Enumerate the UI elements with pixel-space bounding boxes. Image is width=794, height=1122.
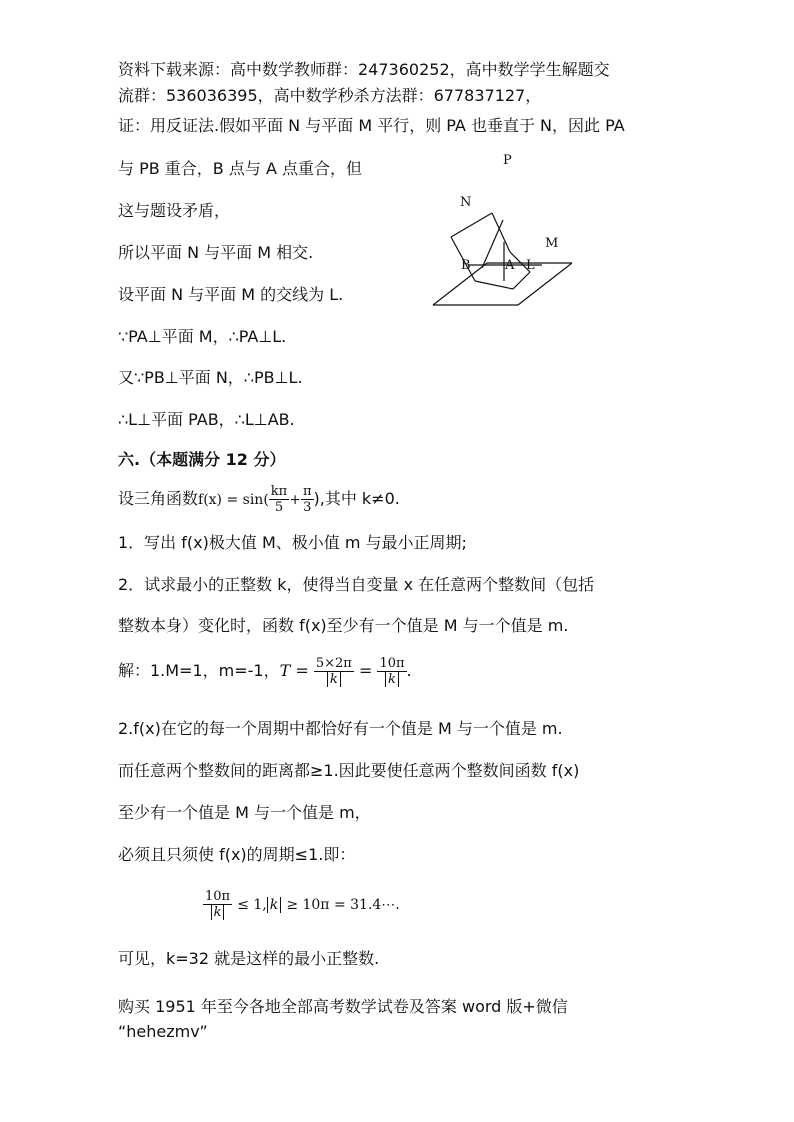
fraction-numerator: 10π (205, 889, 231, 904)
function-lhs: f(x) = sin( (198, 492, 269, 508)
question-1: 1．写出 f(x)极大值 M、极小值 m 与最小正周期; (118, 533, 467, 552)
label-b: B (461, 258, 471, 273)
statement-prefix: 设三角函数 (118, 489, 199, 508)
label-p: P (503, 153, 512, 168)
fraction-denominator: 3 (303, 500, 312, 515)
plane-n-edge (513, 272, 530, 289)
proof-line-3: 这与题设矛盾， (118, 201, 231, 220)
fraction-numerator: 10π (379, 656, 405, 671)
solution-line-5: 必须且只须使 f(x)的周期≤1.即： (118, 845, 356, 864)
solution-inequality (203, 882, 400, 927)
question-2-line-1: 2．试求最小的正整数 k，使得当自变量 x 在任意两个整数间（包括 (118, 575, 595, 594)
equals-sign: = (358, 661, 373, 680)
fraction-10pi-over-abs-k (203, 889, 232, 920)
abs-k: k (211, 905, 225, 920)
label-a: A (505, 258, 515, 273)
label-n: N (460, 195, 472, 210)
geometry-figure (420, 150, 590, 310)
fraction-denominator (209, 905, 227, 920)
proof-line-6: ∵PA⊥平面 M，∴PA⊥L. (118, 327, 287, 346)
proof-line-2: 与 PB 重合，B 点与 A 点重合，但 (118, 159, 362, 178)
problem-6-heading: 六.（本题满分 12 分） (118, 450, 286, 469)
inequality-part-2: ≥ 10π = 31.4⋯. (286, 897, 400, 913)
proof-line-1: 证：用反证法.假如平面 N 与平面 M 平行，则 PA 也垂直于 N，因此 PA (118, 116, 625, 135)
solution-part-1 (118, 651, 412, 691)
equals-sign: = (295, 661, 309, 680)
fraction-denominator (325, 672, 343, 687)
fraction-10pi-over-abs-k (377, 656, 406, 687)
fraction-k-pi-over-5 (269, 484, 289, 515)
fraction-denominator (383, 672, 401, 687)
plane-m-edge (433, 263, 487, 305)
plane-n-edge (475, 281, 513, 289)
label-m: M (545, 236, 559, 251)
period-dot: . (406, 661, 412, 680)
fraction-numerator: kπ (270, 484, 288, 499)
proof-line-8: ∴L⊥平面 PAB，∴L⊥AB. (118, 410, 295, 429)
figure-svg (420, 150, 590, 310)
statement-suffix: ),其中 k≠0. (313, 489, 400, 508)
solution-line-3: 而任意两个整数间的距离都≥1.因此要使任意两个整数间函数 f(x) (118, 761, 580, 780)
abs-k: k (327, 672, 341, 687)
fraction-numerator: 5×2π (315, 656, 352, 671)
proof-line-4: 所以平面 N 与平面 M 相交. (118, 243, 314, 262)
proof-line-5: 设平面 N 与平面 M 的交线为 L. (118, 285, 344, 304)
line-pb (482, 220, 503, 268)
solution-1-prefix: 解：1.M=1，m=-1， (118, 661, 280, 680)
header-line-2: 流群：536036395，高中数学秒杀方法群：677837127， (118, 86, 542, 105)
footer-line-2: “hehezmv” (118, 1022, 208, 1041)
question-2-line-2: 整数本身）变化时，函数 f(x)至少有一个值是 M 与一个值是 m. (118, 616, 569, 635)
plus-sign: + (289, 492, 301, 508)
solution-line-4: 至少有一个值是 M 与一个值是 m， (118, 803, 371, 822)
fraction-numerator: π (302, 484, 312, 499)
period-symbol: T (279, 661, 291, 680)
abs-k: k (267, 897, 281, 913)
footer-line-1: 购买 1951 年至今各地全部高考数学试卷及答案 word 版+微信 (118, 997, 568, 1016)
inequality-part-1: ≤ 1, (237, 897, 267, 913)
fraction-5x2pi-over-abs-k (314, 656, 354, 687)
solution-line-2: 2.f(x)在它的每一个周期中都恰好有一个值是 M 与一个值是 m. (118, 719, 563, 738)
fraction-denominator: 5 (274, 500, 284, 515)
solution-conclusion: 可见，k=32 就是这样的最小正整数. (118, 949, 380, 968)
problem-6-statement (118, 482, 400, 517)
label-l: L (526, 258, 535, 273)
plane-n-edge (451, 213, 492, 237)
fraction-pi-over-3 (301, 484, 314, 515)
header-line-1: 资料下载来源：高中数学教师群：247360252，高中数学学生解题交 (118, 60, 610, 79)
plane-n-edge (492, 213, 510, 252)
abs-k: k (385, 672, 399, 687)
proof-line-7: 又∵PB⊥平面 N，∴PB⊥L. (118, 368, 303, 387)
